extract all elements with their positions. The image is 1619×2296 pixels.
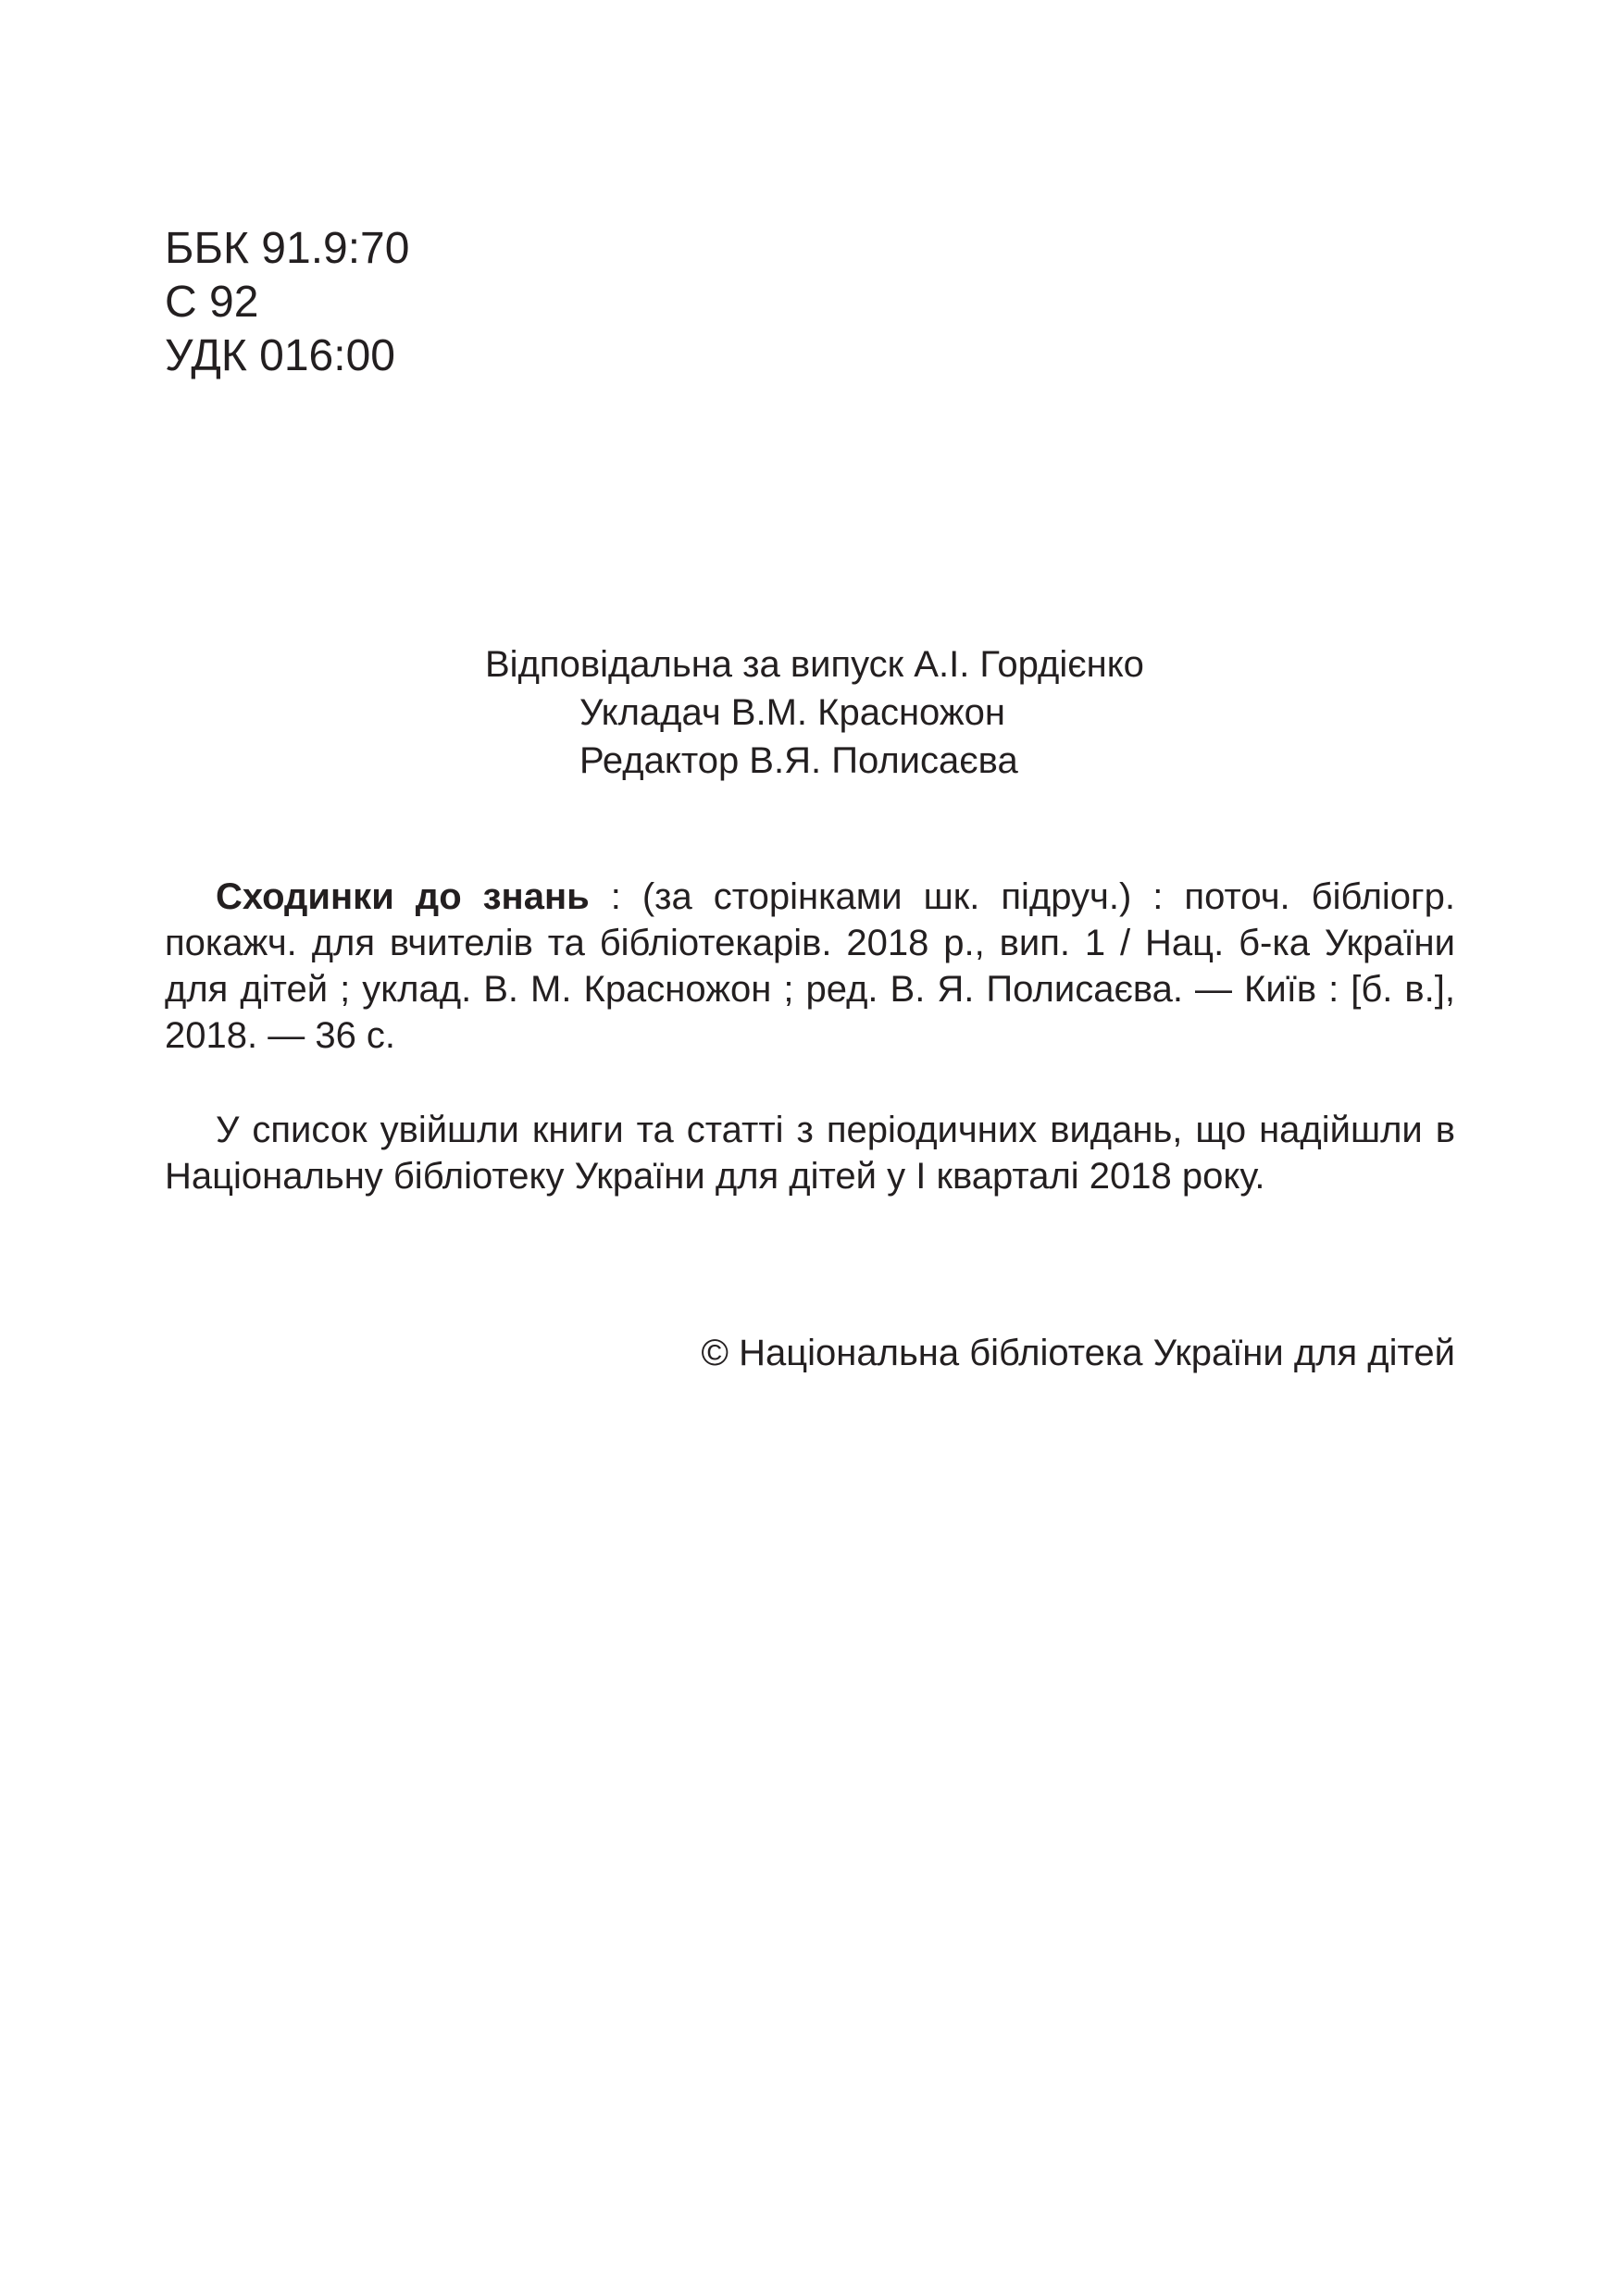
publication-title: Сходинки до знань [216, 876, 590, 917]
bibliographic-description: : (за сторінками шк. підруч.) : поточ. бібліогр. покажч. для вчителів та бібліотекарів. 2018 р., вип. 1 / Нац. б-ка України для дітей ; уклад. В. М. Красножон ; ред. В. Я. Полисаєва. — Київ : [б. в.], 2018. — 36 с. [165, 876, 1455, 1056]
copyright-line: © Національна бібліотека України для дітей [701, 1333, 1455, 1373]
responsible-person: Відповідальна за випуск А.І. Гордієнко [485, 644, 1144, 685]
bbk-index: ББК 91.9:70 [165, 224, 410, 273]
udk-index: УДК 016:00 [165, 331, 395, 380]
author-mark: С 92 [165, 278, 259, 327]
compiler: Укладач В.М. Красножон [579, 692, 1005, 733]
bibliographic-record [165, 874, 1455, 1059]
classification-block [165, 222, 409, 383]
editor: Редактор В.Я. Полисаєва [579, 740, 1018, 781]
credits-block [485, 640, 1144, 785]
scope-note: У список увійшли книги та статті з періодичних видань, що надійшли в Національну бібліотеку України для дітей у І кварталі 2018 року. [165, 1110, 1455, 1197]
